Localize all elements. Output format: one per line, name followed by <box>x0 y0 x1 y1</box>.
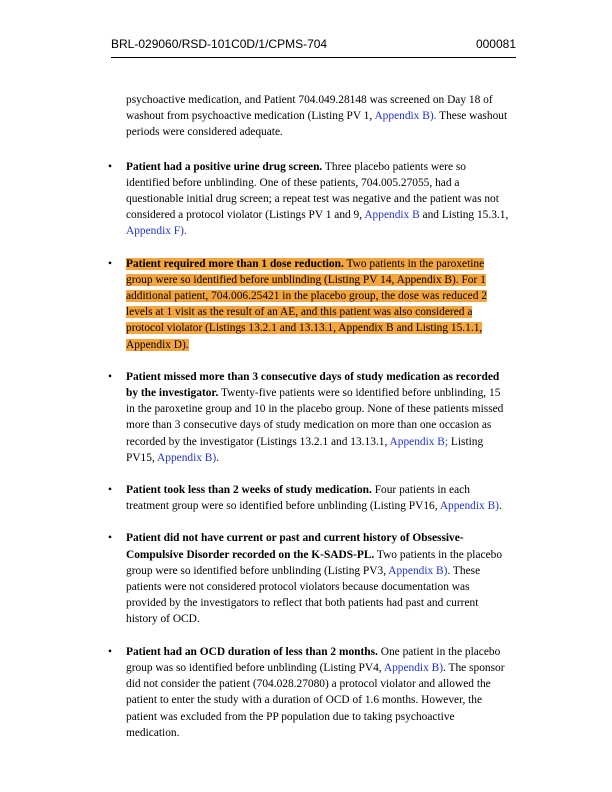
appendix-link[interactable]: Appendix F). <box>126 225 187 238</box>
appendix-link[interactable]: Appendix B <box>364 209 420 222</box>
text: Listing PV15, <box>126 435 484 464</box>
appendix-link[interactable]: Appendix B) <box>388 564 448 577</box>
list-item-title: Patient missed more than 3 consecutive days of study medication as recorded by the investigator. <box>126 370 500 400</box>
text: and Listing 15.3.1, <box>419 209 509 222</box>
text: Three placebo patients were so identified before unblinding. One of these patients, 704.005.27055, had a questionable initial drug screen; a repeat test was negative and the patient was not considered a protocol violator (Listings PV 1 and 9, <box>126 160 499 222</box>
appendix-link[interactable]: Appendix B) <box>439 500 499 513</box>
page-number: 000081 <box>475 37 516 51</box>
text: One patient in the placebo group was so identified before unblinding (Listing PV4, <box>126 645 501 674</box>
document-body <box>110 92 510 757</box>
list-item <box>110 482 510 514</box>
list-item-title: Patient took less than 2 weeks of study medication. <box>126 484 372 497</box>
list-item-title: Patient had an OCD duration of less than 2 months. <box>126 645 378 658</box>
list-item-title: Patient did not have current or past and current history of Obsessive-Compulsive Disorder recorded on the K-SADS-PL. <box>126 532 464 561</box>
text: . <box>216 451 220 464</box>
page-header <box>111 37 516 57</box>
text: Two patients in the paroxetine group were so identified before unblinding (Listing PV 14, Appendix B). For 1 additional patient, 704.006.25421 in the placebo group, the dose was reduced 2 levels at 1 visit as the result of an AE, and this patient was also considered a protocol violator (Listings 13.2.1 and 13.13.1, Appendix B and Listing 15.1.1, Appendix D). <box>126 257 487 351</box>
bullet-glyph: • <box>108 370 112 383</box>
list-item <box>110 159 510 240</box>
text: These washout periods were considered adequate. <box>126 110 508 139</box>
list-item-title: Patient required more than 1 dose reduction. <box>126 257 344 270</box>
bullet-glyph: • <box>108 484 112 497</box>
appendix-link[interactable]: Appendix B; <box>389 435 449 448</box>
appendix-link[interactable]: Appendix B) <box>383 661 444 674</box>
document-id: BRL-029060/RSD-101C0D/1/CPMS-704 <box>111 37 328 51</box>
header-rule <box>111 57 516 58</box>
text: . The sponsor did not consider the patient (704.028.27080) a protocol violator and allowed the patient to enter the study with a duration of OCD of 1.6 months. However, the patient was excluded from the PP population due to taking psychoactive medication. <box>126 661 505 739</box>
intro-paragraph <box>126 92 510 141</box>
list-item <box>110 369 510 466</box>
text: . <box>498 500 502 513</box>
text: Two patients in the placebo group were so identified before unblinding (Listing PV3, <box>126 548 503 577</box>
bullet-glyph: • <box>108 257 112 270</box>
text: psychoactive medication, and Patient 704.049.28148 was screened on Day 18 of washout from psychoactive medication (Listing PV 1, <box>126 94 493 123</box>
list-item-title: Patient had a positive urine drug screen. <box>126 160 323 173</box>
list-item-highlighted <box>110 256 510 353</box>
list-item <box>110 530 510 627</box>
highlight <box>126 258 487 351</box>
text: Four patients in each treatment group were so identified before unblinding (Listing PV16, <box>126 484 470 513</box>
bullet-glyph: • <box>108 532 112 545</box>
text: Twenty-five patients were so identified before unblinding, 15 in the paroxetine group and 10 in the placebo group. None of these patients missed more than 3 consecutive days of study medication on more than one occasion as recorded by the investigator (Listings 13.2.1 and 13.13.1, <box>126 387 504 448</box>
bullet-glyph: • <box>108 160 112 173</box>
appendix-link[interactable]: Appendix B) <box>157 451 217 464</box>
appendix-link[interactable]: Appendix B). <box>374 110 437 123</box>
bullet-glyph: • <box>108 645 112 658</box>
list-item <box>110 644 510 741</box>
text: . These patients were not considered protocol violators because documentation was provided by the investigators to reflect that both patients had past and current history of OCD. <box>126 564 481 626</box>
